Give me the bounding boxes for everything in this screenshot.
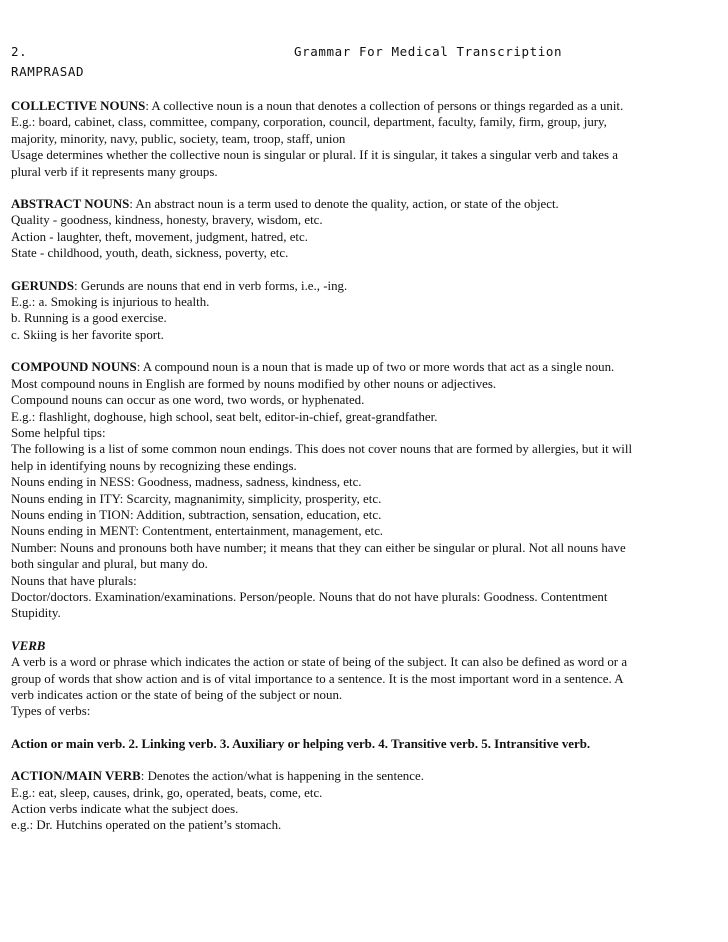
plurals-label: Nouns that have plurals: xyxy=(11,573,137,588)
collective-nouns-term: COLLECTIVE NOUNS xyxy=(11,99,146,113)
action-verb-term: ACTION/MAIN VERB xyxy=(11,769,141,784)
compound-line3: Compound nouns can occur as one word, two words, or hyphenated. xyxy=(11,393,365,408)
page-number: 2. xyxy=(11,44,28,59)
action-verb-example: E.g.: eat, sleep, causes, drink, go, operated, beats, come, etc. xyxy=(11,785,323,800)
collective-nouns-definition: : A collective noun is a noun that denotes a collection of persons or things regarded as a unit. xyxy=(145,99,624,113)
abstract-nouns-definition: : An abstract noun is a term used to denote the quality, action, or state of the object. xyxy=(129,197,559,212)
compound-nouns-definition: : A compound noun is a noun that is made up of two or more words that act as a single noun. xyxy=(136,360,615,375)
verb-types-label: Types of verbs: xyxy=(11,704,91,719)
action-verb-definition: : Denotes the action/what is happening in the sentence. xyxy=(140,769,424,784)
collective-eg-line1: E.g.: board, cabinet, class, committee, company, corporation, council, department, faculty, family, firm, group, jury, xyxy=(11,115,607,130)
action-verb-line3: Action verbs indicate what the subject does. xyxy=(11,802,239,817)
ending-ity: Nouns ending in ITY: Scarcity, magnanimity, simplicity, prosperity, etc. xyxy=(11,491,382,506)
plurals-line1: Doctor/doctors. Examination/examinations. Person/people. Nouns that do not have plurals: Goodness. Contentment xyxy=(11,589,608,604)
abstract-action: Action - laughter, theft, movement, judgment, hatred, etc. xyxy=(11,229,308,244)
action-verb-section xyxy=(11,768,723,834)
tips-line2: help in identifying nouns by recognizing these endings. xyxy=(11,458,297,473)
number-line2: both singular and plural, but many do. xyxy=(11,557,208,572)
ending-ness: Nouns ending in NESS: Goodness, madness, sadness, kindness, etc. xyxy=(11,475,362,490)
author-name: RAMPRASAD xyxy=(11,64,85,79)
collective-nouns-section xyxy=(11,98,723,180)
verb-types-list: Action or main verb. 2. Linking verb. 3. Auxiliary or helping verb. 4. Transitive verb. 5. Intransitive verb. xyxy=(11,736,591,751)
ending-tion: Nouns ending in TION: Addition, subtraction, sensation, education, etc. xyxy=(11,507,382,522)
gerunds-section xyxy=(11,278,723,344)
gerunds-term: GERUNDS xyxy=(11,278,75,293)
collective-usage-line2: plural verb if it represents many groups. xyxy=(11,164,218,179)
abstract-quality: Quality - goodness, kindness, honesty, bravery, wisdom, etc. xyxy=(11,213,323,228)
gerunds-example-b: b. Running is a good exercise. xyxy=(11,311,167,326)
compound-example: E.g.: flashlight, doghouse, high school, seat belt, editor-in-chief, great-grandfather. xyxy=(11,409,438,424)
abstract-state: State - childhood, youth, death, sickness, poverty, etc. xyxy=(11,246,289,261)
verb-line2: group of words that show action and is of vital importance to a sentence. It is the most important word in a sentence. A xyxy=(11,671,624,686)
page-header xyxy=(11,42,723,82)
document-title: Grammar For Medical Transcription xyxy=(294,44,563,59)
collective-usage-line1: Usage determines whether the collective noun is singular or plural. If it is singular, it takes a singular verb and takes a xyxy=(11,148,618,163)
ending-ment: Nouns ending in MENT: Contentment, entertainment, management, etc. xyxy=(11,524,384,539)
number-line1: Number: Nouns and pronouns both have number; it means that they can either be singular or plural. Not all nouns have xyxy=(11,540,626,555)
tips-line1: The following is a list of some common noun endings. This does not cover nouns that are formed by allergies, but it will xyxy=(11,442,633,457)
compound-nouns-section xyxy=(11,359,723,622)
document-page xyxy=(11,42,723,834)
verb-line1: A verb is a word or phrase which indicates the action or state of being of the subject. It can also be defined as word or a xyxy=(11,655,628,670)
plurals-line2: Stupidity. xyxy=(11,606,61,621)
abstract-nouns-term: ABSTRACT NOUNS xyxy=(11,197,130,212)
action-verb-line4: e.g.: Dr. Hutchins operated on the patient’s stomach. xyxy=(11,818,282,833)
abstract-nouns-section xyxy=(11,196,723,262)
verb-section xyxy=(11,638,723,752)
gerunds-example-c: c. Skiing is her favorite sport. xyxy=(11,327,164,342)
helpful-tips-label: Some helpful tips: xyxy=(11,425,106,440)
compound-nouns-term: COMPOUND NOUNS xyxy=(11,360,137,375)
verb-heading: VERB xyxy=(11,638,46,653)
gerunds-definition: : Gerunds are nouns that end in verb forms, i.e., -ing. xyxy=(74,278,348,293)
verb-line3: verb indicates action or the state of being of the subject or noun. xyxy=(11,688,343,702)
collective-eg-line2: majority, minority, navy, public, society, team, troop, staff, union xyxy=(11,131,346,146)
gerunds-example-a: E.g.: a. Smoking is injurious to health. xyxy=(11,295,210,310)
compound-line2: Most compound nouns in English are formed by nouns modified by other nouns or adjectives. xyxy=(11,376,497,391)
